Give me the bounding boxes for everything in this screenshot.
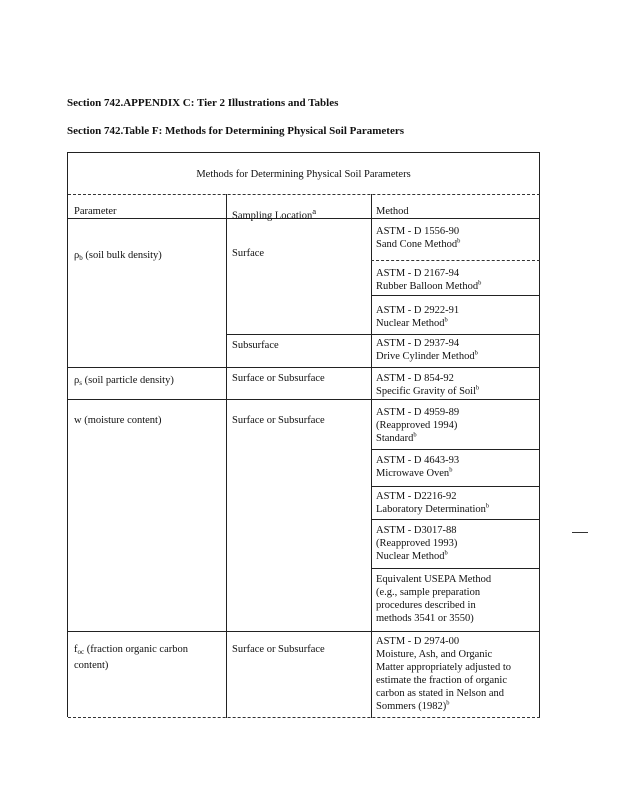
location-surface: Surface	[232, 248, 265, 259]
location-surface-or-subsurface: Surface or Subsurface	[232, 373, 325, 384]
methods-table	[67, 152, 540, 717]
method-cell: ASTM - D2216-92 Laboratory Determination$^b$	[376, 491, 490, 515]
header-parameter: Parameter	[74, 206, 117, 217]
header-location: Sampling Location$^a$	[232, 206, 317, 222]
method-cell: ASTM - D 2167-94 Rubber Balloon Method$^b$	[376, 268, 482, 292]
location-subsurface: Subsurface	[232, 340, 279, 351]
section-heading: Section 742.APPENDIX C: Tier 2 Illustrations and Tables	[67, 97, 339, 109]
row-divider	[68, 631, 540, 632]
method-divider	[371, 260, 540, 261]
method-cell: ASTM - D 4643-93 Microwave Oven$^b$	[376, 455, 460, 479]
method-cell: ASTM - D 2974-00 Moisture, Ash, and Organic Matter appropriately adjusted to estimate the fraction of organic carbon as stated in Nelson and Sommers $(1982)^b$	[376, 636, 511, 712]
method-cell: ASTM - D 854-92 Specific Gravity of Soil$^b$	[376, 373, 480, 397]
caption-divider	[68, 194, 540, 195]
method-divider	[371, 449, 540, 450]
method-divider	[371, 295, 540, 296]
method-cell: ASTM - D 1556-90 Sand Cone Method$^b$	[376, 226, 461, 250]
column-divider-2	[371, 194, 372, 718]
parameter-organic-carbon: $f_{oc}$ (fraction organic carbon content)	[74, 644, 188, 671]
parameter-moisture-content: w (moisture content)	[74, 415, 162, 426]
parameter-bulk-density: $\rho_b$ (soil bulk density)	[74, 250, 162, 262]
method-cell: ASTM - D 2937-94 Drive Cylinder Method$^b$	[376, 338, 478, 362]
method-cell: Equivalent USEPA Method (e.g., sample preparation procedures described in methods 3541 or 3550)	[376, 574, 492, 624]
row-divider	[68, 717, 540, 718]
row-divider	[68, 399, 540, 400]
table-caption: Methods for Determining Physical Soil Parameters	[196, 169, 411, 180]
method-divider	[371, 568, 540, 569]
method-cell: ASTM - D 2922-91 Nuclear Method$^b$	[376, 305, 460, 329]
method-cell: ASTM - D 4959-89 (Reapproved 1994) Standard$^b$	[376, 407, 460, 444]
column-divider-1	[226, 194, 227, 718]
header-method: Method	[376, 206, 409, 217]
location-surface-or-subsurface: Surface or Subsurface	[232, 644, 325, 655]
method-divider	[371, 486, 540, 487]
table-heading: Section 742.Table F: Methods for Determining Physical Soil Parameters	[67, 125, 404, 137]
method-cell: ASTM - D3017-88 (Reapproved 1993) Nuclear Method$^b$	[376, 525, 458, 562]
row-divider	[226, 334, 540, 335]
location-surface-or-subsurface: Surface or Subsurface	[232, 415, 325, 426]
margin-mark	[572, 532, 588, 533]
row-divider	[68, 367, 540, 368]
parameter-particle-density: $\rho_s$ (soil particle density)	[74, 375, 174, 387]
method-divider	[371, 519, 540, 520]
